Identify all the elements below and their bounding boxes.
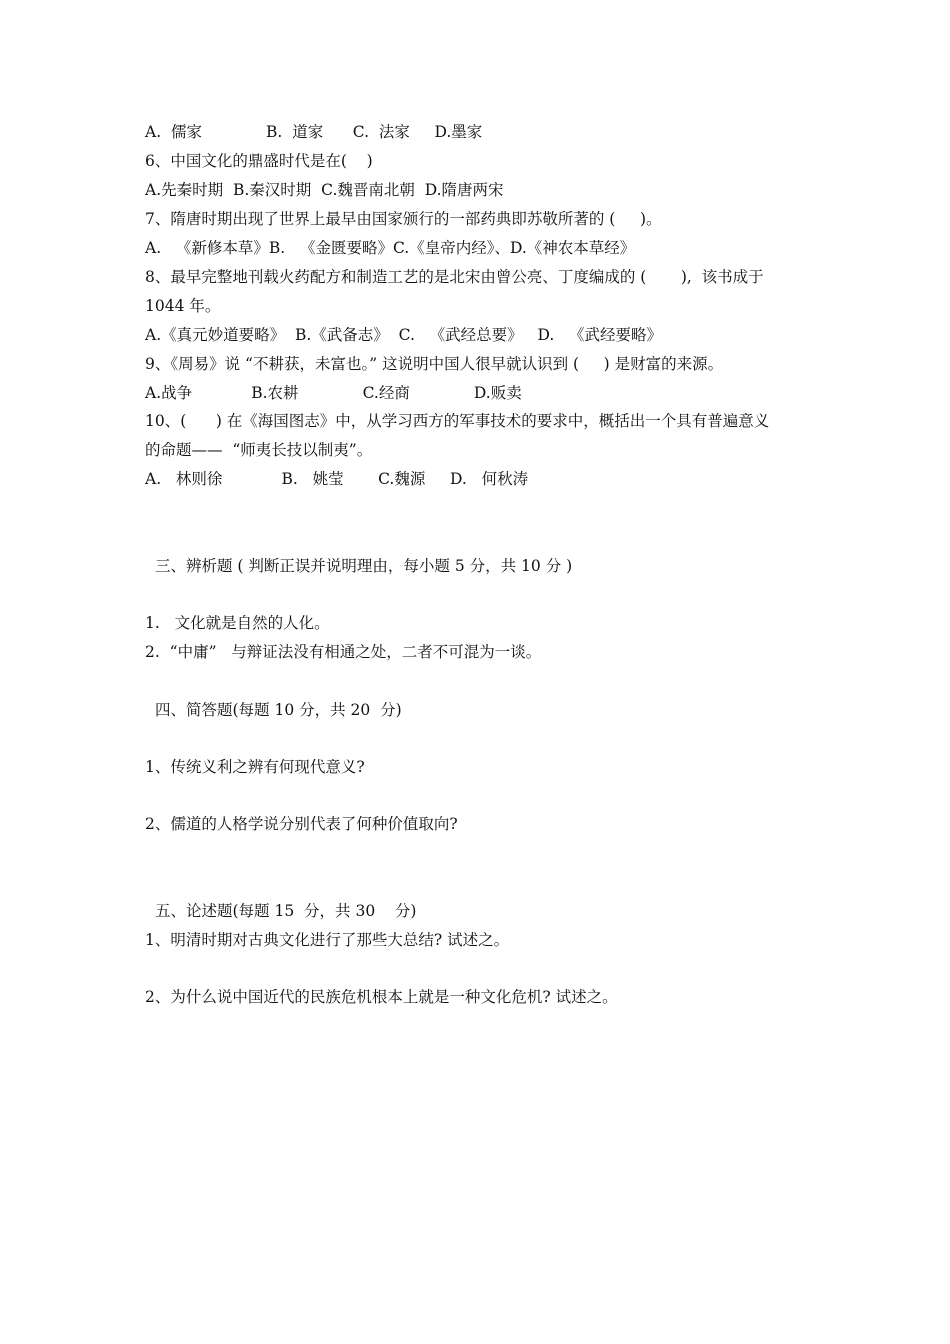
q8-stem-line2: 1044 年。 xyxy=(145,297,221,315)
q7-options: A. 《新修本草》B. 《金匮要略》C.《皇帝内经》、D.《神农本草经》 xyxy=(145,239,636,257)
section-3-heading: 三、辨析题 ( 判断正误并说明理由，每小题 5 分，共 10 分 ) xyxy=(155,557,573,575)
q10-options: A. 林则徐 B. 姚莹 C.魏源 D. 何秋涛 xyxy=(145,470,529,488)
s3-item-1: 1. 文化就是自然的人化。 xyxy=(145,614,330,632)
section-5-heading: 五、论述题(每题 15 分，共 30 分) xyxy=(155,902,417,920)
q9-options: A.战争 B.农耕 C.经商 D.贩卖 xyxy=(145,384,522,402)
s3-item-2: 2. “中庸” 与辩证法没有相通之处，二者不可混为一谈。 xyxy=(145,643,542,661)
q7-stem: 7、隋唐时期出现了世界上最早由国家颁行的一部药典即苏敬所著的 ( )。 xyxy=(145,210,662,228)
q9-stem: 9、《周易》说 “不耕获，未富也。” 这说明中国人很早就认识到 ( ) 是财富的来源。 xyxy=(145,355,724,373)
s5-item-1: 1、明清时期对古典文化进行了那些大总结? 试述之。 xyxy=(145,931,510,949)
q8-stem-line1: 8、最早完整地刊载火药配方和制造工艺的是北宋由曾公亮、丁度编成的 ( ), 该书成于 xyxy=(145,268,764,286)
section-4-heading: 四、简答题(每题 10 分，共 20 分) xyxy=(155,701,402,719)
q6-options: A.先秦时期 B.秦汉时期 C.魏晋南北朝 D.隋唐两宋 xyxy=(145,181,504,199)
s4-item-1: 1、传统义利之辨有何现代意义? xyxy=(145,758,365,776)
s4-item-2: 2、儒道的人格学说分别代表了何种价值取向? xyxy=(145,815,458,833)
q8-options: A.《真元妙道要略》 B.《武备志》 C. 《武经总要》 D. 《武经要略》 xyxy=(145,326,663,344)
q6-stem: 6、中国文化的鼎盛时代是在( ) xyxy=(145,152,373,170)
q5-options: A. 儒家 B. 道家 C. 法家 D.墨家 xyxy=(145,123,483,141)
q10-stem-line1: 10、( ) 在《海国图志》中，从学习西方的军事技术的要求中，概括出一个具有普遍意义 xyxy=(145,412,770,430)
q10-stem-line2: 的命题—— “师夷长技以制夷”。 xyxy=(145,441,373,459)
s5-item-2: 2、为什么说中国近代的民族危机根本上就是一种文化危机? 试述之。 xyxy=(145,988,618,1006)
